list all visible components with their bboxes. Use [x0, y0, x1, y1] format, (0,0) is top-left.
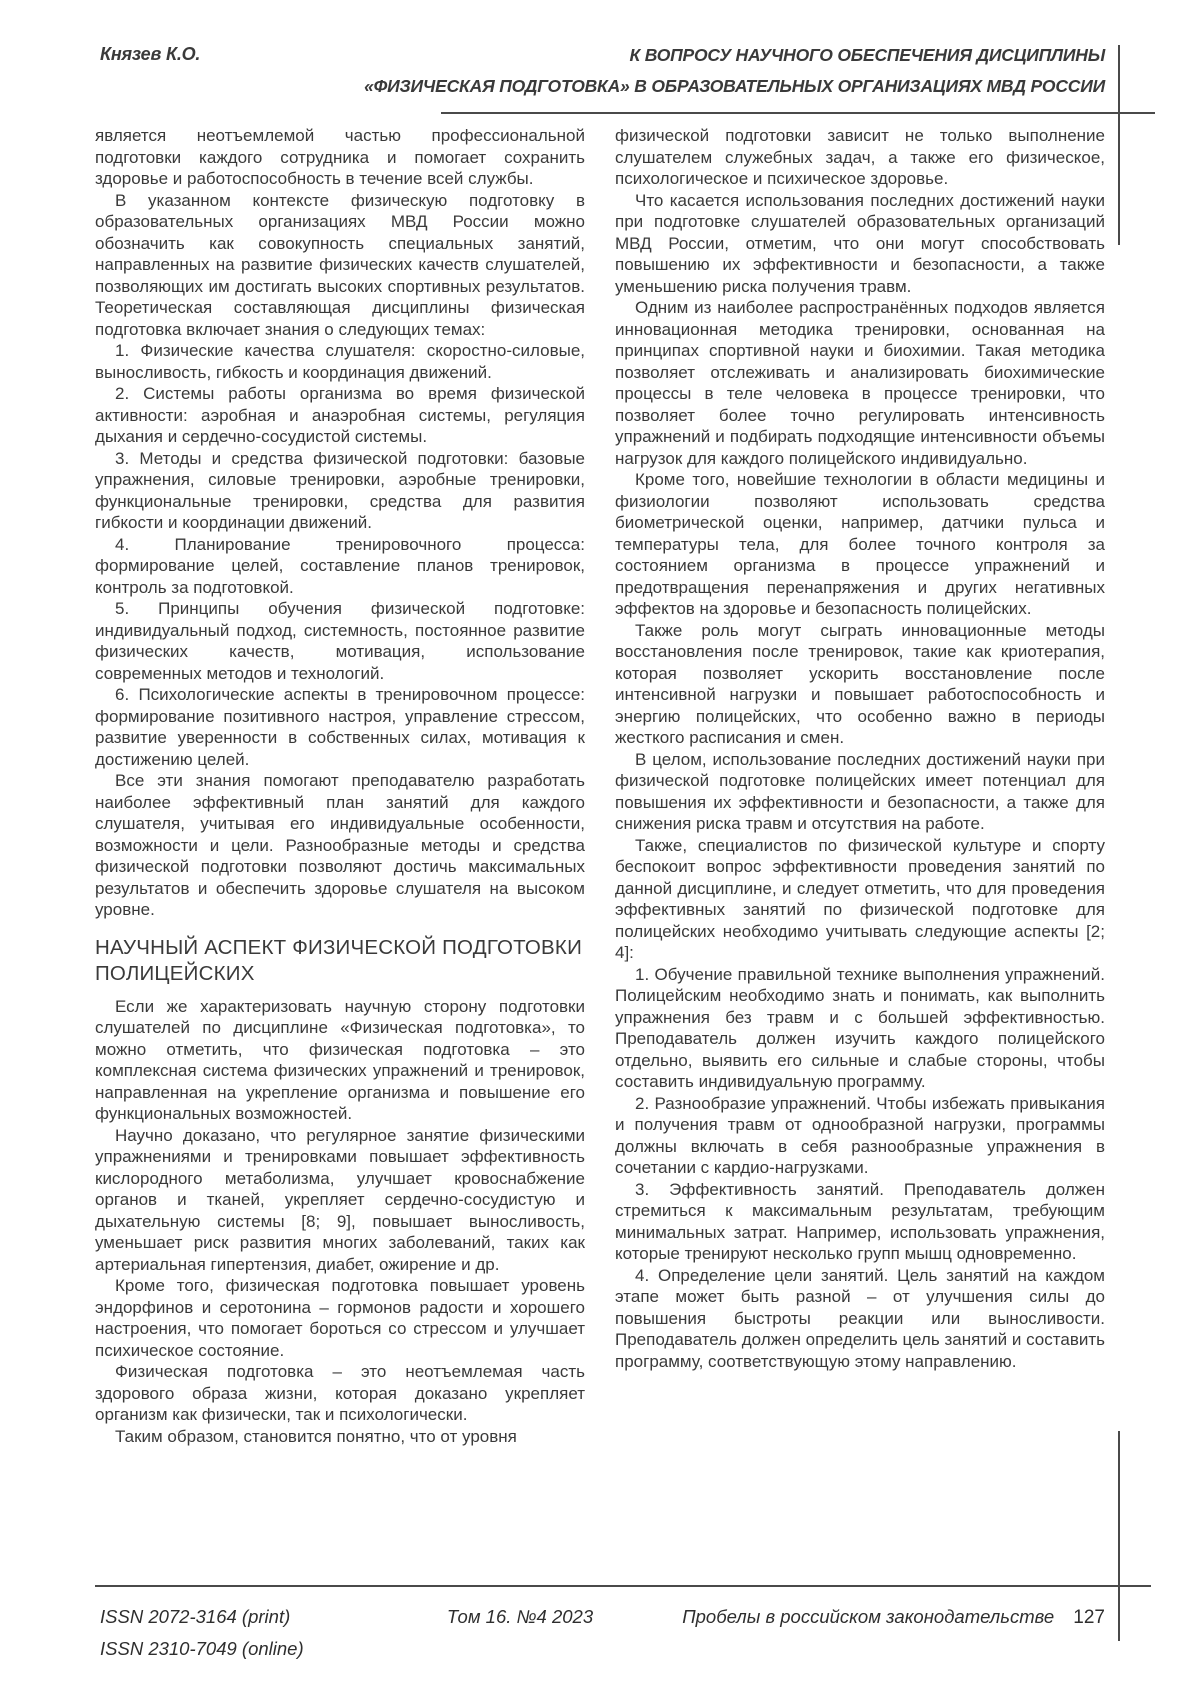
running-author: Князев К.О.	[100, 44, 201, 64]
paragraph: В указанном контексте физическую подготовку в образовательных организациях МВД России можно обозначить как совокупность специальных занятий, направленных на развитие физических качеств слушателей, позволяющих им достигать высоких спортивных результатов. Теоретическая составляющая дисциплины физическая подготовка включает знания о следующих темах:	[95, 190, 585, 339]
paragraph: Одним из наиболее распространённых подходов является инновационная методика тренировки, основанная на принципах спортивной науки и биохимии. Такая методика позволяет отслеживать и анализировать биохимические процессы в теле человека в процессе тренировки, что позволяет более точно регулировать интенсивность упражнений и подбирать подходящие интенсивности объемы нагрузок для каждого полицейского индивидуально.	[615, 298, 1105, 468]
paragraph: 1. Физические качества слушателя: скоростно-силовые, выносливость, гибкость и координация движений.	[95, 341, 585, 382]
header-rule	[441, 112, 1155, 114]
paragraph: Кроме того, новейшие технологии в области медицины и физиологии позволяют использовать средства биометрической оценки, например, датчики пульса и температуры тела, для более точного контроля за состоянием организма в процессе упражнений и предотвращения перенапряжения и других негативных эффектов на здоровье и безопасность полицейских.	[615, 470, 1105, 618]
paragraph: Что касается использования последних достижений науки при подготовке слушателей образовательных организаций МВД России, отметим, что они могут способствовать повышению их эффективности и безопасности, а также уменьшению риска получения травм.	[615, 190, 1105, 296]
page-edge-line-bottom	[1118, 1431, 1120, 1641]
article-body	[95, 125, 1105, 1447]
paragraph: Физическая подготовка – это неотъемлемая часть здорового образа жизни, которая доказано укрепляет организм как физически, так и психологически.	[95, 1362, 585, 1424]
paragraph: Также роль могут сыграть инновационные методы восстановления после тренировок, такие как криотерапия, которая позволяет ускорить восстановление после интенсивной нагрузки и повышает работоспособность и энергию полицейских, что особенно важно в периоды жесткого расписания и смен.	[615, 620, 1105, 747]
journal-group	[682, 1601, 1105, 1634]
paragraph: Все эти знания помогают преподавателю разработать наиболее эффективный план занятий для каждого слушателя, учитывая его индивидуальные особенности, возможности и цели. Разнообразные методы и средства физической подготовки позволяют достичь максимальных результатов и обеспечить здоровье слушателя на высоком уровне.	[95, 771, 585, 919]
paragraph: Также, специалистов по физической культуре и спорту беспокоит вопрос эффективности проведения занятий по данной дисциплине, и следует отметить, что для проведения эффективных занятий по физической подготовке для полицейских необходимо учитывать следующие аспекты [2; 4]:	[615, 835, 1105, 962]
paragraph: Научно доказано, что регулярное занятие физическими упражнениями и тренировками повышает эффективность кислородного метаболизма, улучшает кровоснабжение органов и тканей, укрепляет сердечно-сосудистую и дыхательную системы [8; 9], повышает выносливость, уменьшает риск развития многих заболеваний, таких как артериальная гипертензия, диабет, ожирение и др.	[95, 1125, 585, 1274]
paragraph: Таким образом, становится понятно, что от уровня	[115, 1426, 517, 1446]
paragraph: 4. Планирование тренировочного процесса: формирование целей, составление планов тренировок, контроль за подготовкой.	[95, 534, 585, 597]
issn-online: ISSN 2310-7049 (online)	[100, 1638, 304, 1659]
paragraph: 5. Принципы обучения физической подготовке: индивидуальный подход, системность, постоянное развитие физических качеств, мотивация, использование современных методов и технологий.	[95, 599, 585, 683]
page-edge-line-top	[1118, 45, 1120, 245]
paragraph: 6. Психологические аспекты в тренировочном процессе: формирование позитивного настроя, управление стрессом, развитие уверенности в собственных силах, мотивация к достижению целей.	[95, 685, 585, 769]
right-column	[615, 125, 1105, 1447]
page-number: 127	[1073, 1607, 1105, 1628]
volume-issue: Том 16. №4 2023	[446, 1606, 594, 1627]
paragraph: Кроме того, физическая подготовка повышает уровень эндорфинов и серотонина – гормонов радости и хорошего настроения, что помогает бороться со стрессом и улучшает психическое состояние.	[95, 1276, 585, 1360]
journal-name: Пробелы в российском законодательстве	[682, 1606, 1055, 1627]
paragraph: В целом, использование последних достижений науки при физической подготовке полицейских имеет потенциал для повышения их эффективности и безопасности, а также для снижения риска травм и отсутствия на работе.	[615, 749, 1105, 833]
issn-block	[100, 1601, 304, 1665]
paragraph: 4. Определение цели занятий. Цель занятий на каждом этапе может быть разной – от улучшения силы до повышения быстроты реакции или выносливости. Преподаватель должен определить цель занятий и составить программу, соответствующую этому направлению.	[615, 1265, 1105, 1371]
paragraph: 1. Обучение правильной технике выполнения упражнений. Полицейским необходимо знать и понимать, как выполнить упражнения без травм и с большей эффективностью. Преподаватель должен изучить каждого полицейского отдельно, выявить его сильные и слабые стороны, чтобы составить индивидуальную программу.	[615, 964, 1105, 1091]
paragraph: является неотъемлемой частью профессиональной подготовки каждого сотрудника и помогает сохранить здоровье и работоспособность в течение всей службы.	[95, 126, 585, 188]
paragraph: 2. Системы работы организма во время физической активности: аэробная и анаэробная системы, регуляция дыхания и сердечно-сосудистой системы.	[95, 384, 585, 446]
running-title-line1: К ВОПРОСУ НАУЧНОГО ОБЕСПЕЧЕНИЯ ДИСЦИПЛИНЫ	[629, 45, 1105, 65]
paragraph: физической подготовки зависит не только выполнение слушателем служебных задач, а также его физическое, психологическое и психическое здоровье.	[615, 126, 1105, 188]
left-column	[95, 125, 585, 1447]
paragraph: 2. Разнообразие упражнений. Чтобы избежать привыкания и получения травм от однообразной нагрузки, программы должны включать в себя разнообразные упражнения в сочетании с кардио-нагрузками.	[615, 1093, 1105, 1177]
running-title	[205, 40, 1105, 102]
section-heading: НАУЧНЫЙ АСПЕКТ ФИЗИЧЕСКОЙ ПОДГОТОВКИ ПОЛИЦЕЙСКИХ	[95, 935, 583, 985]
paragraph: Если же характеризовать научную сторону подготовки слушателей по дисциплине «Физическая подготовка», то можно отметить, что физическая подготовка – это комплексная система физических упражнений и тренировок, направленная на укрепление организма и повышение его функциональных возможностей.	[95, 996, 585, 1123]
footer-rule	[95, 1585, 1151, 1587]
paragraph: 3. Эффективность занятий. Преподаватель должен стремиться к максимальным результатам, требующим минимальных затрат. Например, использовать упражнения, которые тренируют несколько групп мышц одновременно.	[615, 1179, 1105, 1263]
paragraph: 3. Методы и средства физической подготовки: базовые упражнения, силовые тренировки, аэробные тренировки, функциональные тренировки, средства для развития гибкости и координации движений.	[95, 448, 585, 532]
running-title-line2: «ФИЗИЧЕСКАЯ ПОДГОТОВКА» В ОБРАЗОВАТЕЛЬНЫХ ОРГАНИЗАЦИЯХ МВД РОССИИ	[364, 76, 1105, 96]
issn-print: ISSN 2072-3164 (print)	[100, 1606, 291, 1627]
